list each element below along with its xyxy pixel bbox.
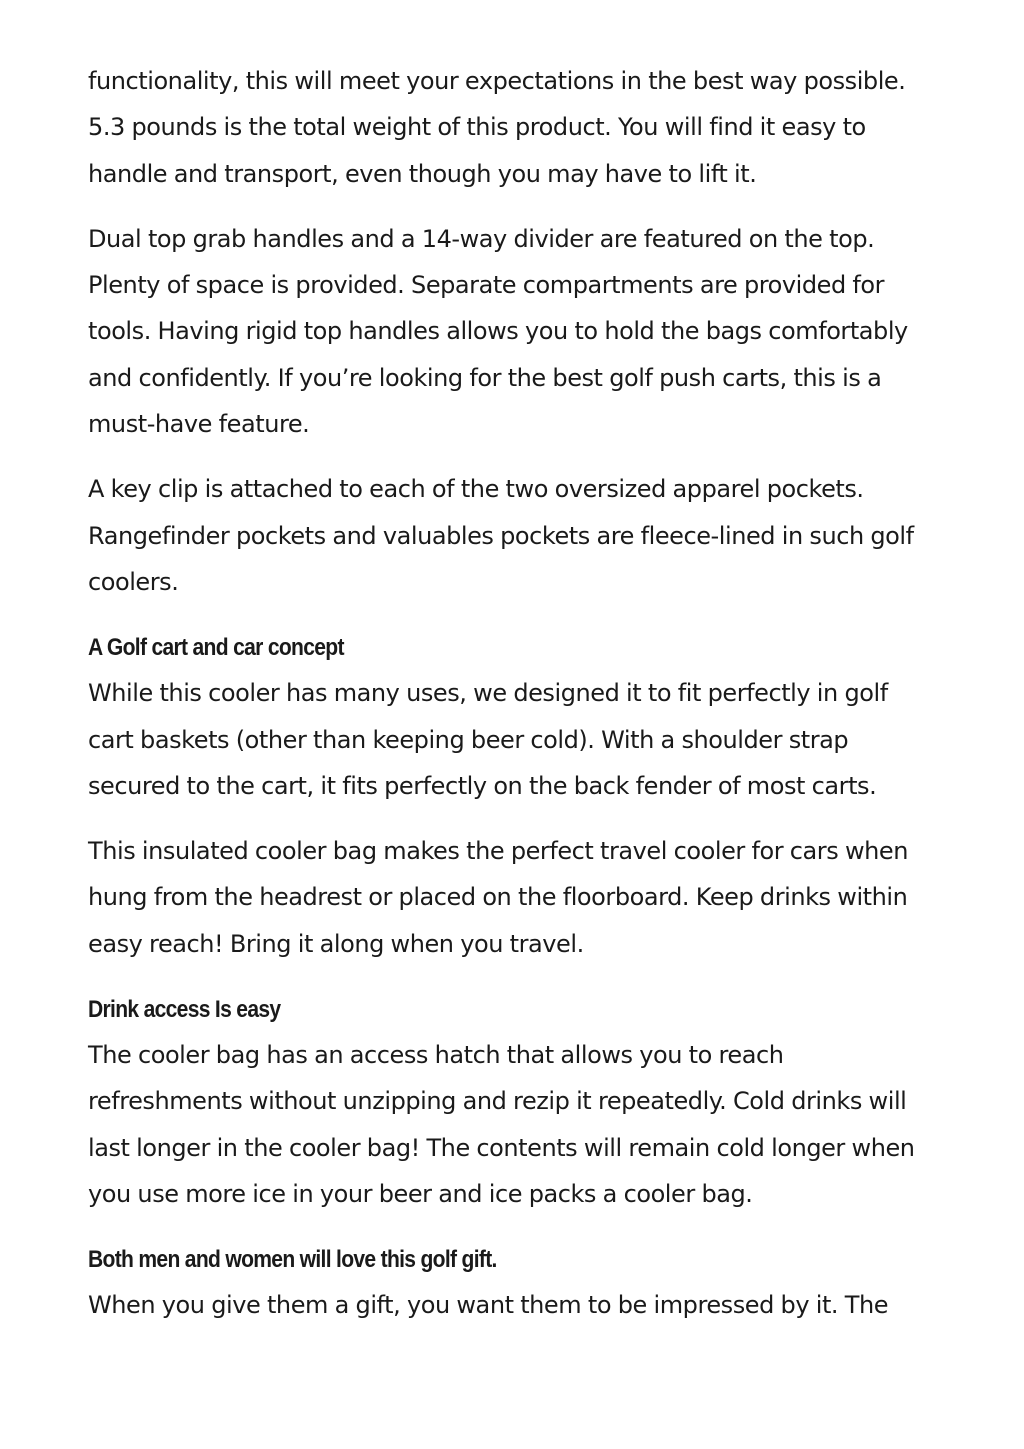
- section-heading-drink-access: Drink access Is easy: [88, 996, 281, 1024]
- text-line: you use more ice in your beer and ice packs a cooler bag.: [88, 1179, 753, 1208]
- text-line: Plenty of space is provided. Separate compartments are provided for: [88, 271, 885, 300]
- text-line: A key clip is attached to each of the two oversized apparel pockets.: [88, 475, 864, 504]
- text-line: coolers.: [88, 567, 179, 596]
- text-line: easy reach! Bring it along when you travel.: [88, 929, 584, 958]
- section-heading-golf-cart: A Golf cart and car concept: [88, 634, 344, 662]
- text-line: secured to the cart, it fits perfectly on the back fender of most carts.: [88, 771, 877, 800]
- text-line: last longer in the cooler bag! The contents will remain cold longer when: [88, 1133, 915, 1162]
- paragraph-handles: [88, 216, 963, 447]
- paragraph-travel-cooler: [88, 828, 963, 967]
- paragraph-golf-cart: [88, 670, 963, 809]
- paragraph-pockets: [88, 466, 963, 605]
- text-line: 5.3 pounds is the total weight of this product. You will find it easy to: [88, 113, 866, 142]
- text-line: refreshments without unzipping and rezip it repeatedly. Cold drinks will: [88, 1087, 907, 1116]
- section-heading-golf-gift: Both men and women will love this golf gift.: [88, 1246, 497, 1274]
- text-line: The cooler bag has an access hatch that allows you to reach: [88, 1041, 784, 1070]
- text-line: This insulated cooler bag makes the perfect travel cooler for cars when: [88, 837, 908, 866]
- text-line: functionality, this will meet your expectations in the best way possible.: [88, 67, 906, 95]
- document-page: [88, 58, 963, 1348]
- text-line: tools. Having rigid top handles allows you to hold the bags comfortably: [88, 317, 908, 346]
- text-line: When you give them a gift, you want them to be impressed by it. The: [88, 1291, 889, 1320]
- text-line: While this cooler has many uses, we designed it to fit perfectly in golf: [88, 679, 888, 708]
- text-line: Dual top grab handles and a 14-way divider are featured on the top.: [88, 224, 875, 253]
- text-line: must-have feature.: [88, 410, 310, 439]
- paragraph-weight: [88, 58, 963, 197]
- text-line: and confidently. If you’re looking for the best golf push carts, this is a: [88, 363, 882, 392]
- text-line: cart baskets (other than keeping beer cold). With a shoulder strap: [88, 725, 849, 754]
- paragraph-drink-access: [88, 1032, 963, 1217]
- text-line: hung from the headrest or placed on the floorboard. Keep drinks within: [88, 883, 908, 912]
- text-line: handle and transport, even though you may have to lift it.: [88, 159, 757, 188]
- text-line: Rangefinder pockets and valuables pockets are fleece-lined in such golf: [88, 521, 914, 550]
- paragraph-golf-gift: [88, 1282, 963, 1328]
